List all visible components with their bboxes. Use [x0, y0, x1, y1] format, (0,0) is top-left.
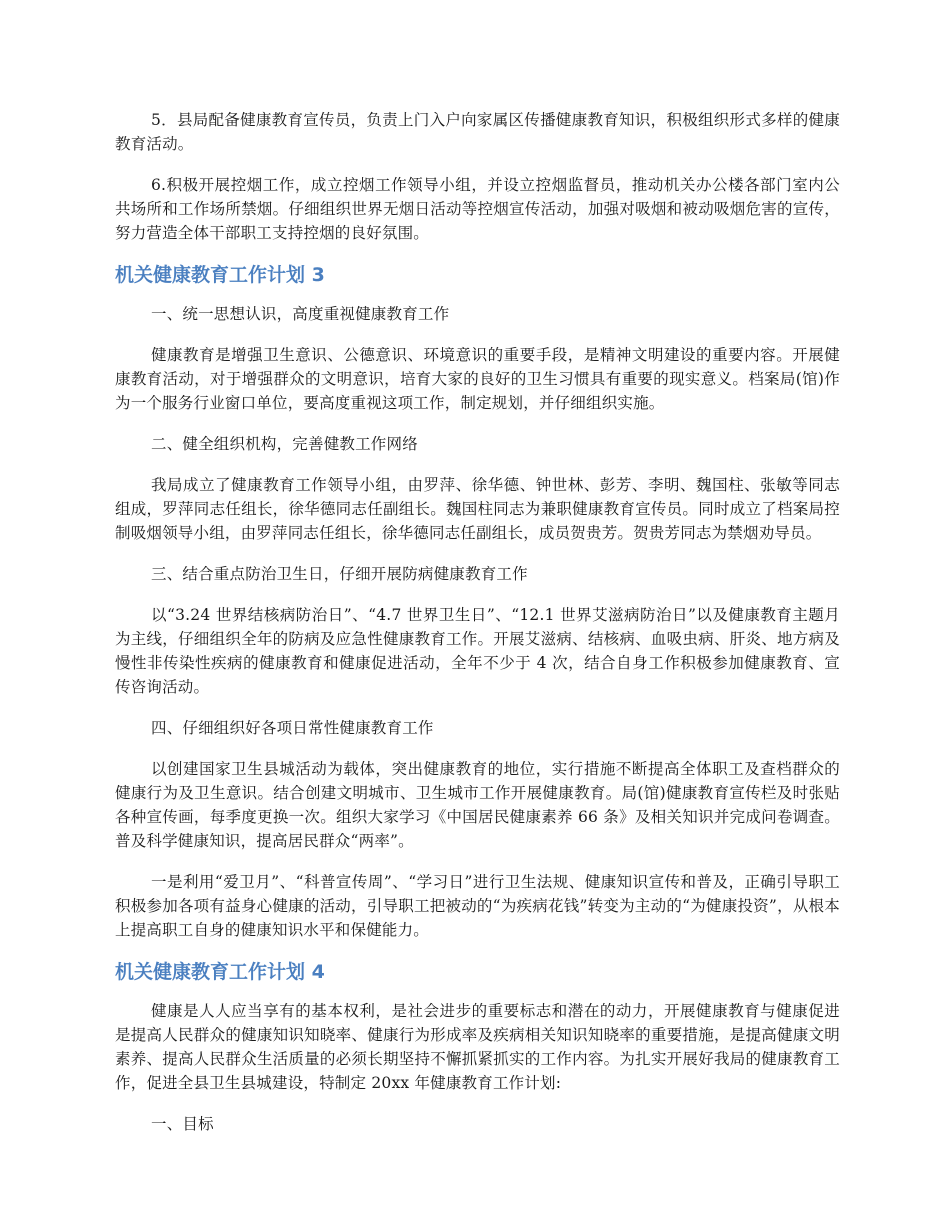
paragraph: 健康是人人应当享有的基本权利，是社会进步的重要标志和潜在的动力，开展健康教育与健康促进是提高人民群众的健康知识知晓率、健康行为形成率及疾病相关知识知晓率的重要措施，是提高健康文明素养、提高人民群众生活质量的必须长期坚持不懈抓紧抓实的工作内容。为扎实开展好我局的健康教育工作，促进全县卫生县城建设，特制定 20xx 年健康教育工作计划: — [115, 1002, 840, 1092]
paragraph: 健康教育是增强卫生意识、公德意识、环境意识的重要手段，是精神文明建设的重要内容。开展健康教育活动，对于增强群众的文明意识，培育大家的良好的卫生习惯具有重要的现实意义。档案局(馆)作为一个服务行业窗口单位，要高度重视这项工作，制定规划，并仔细组织实施。 — [115, 346, 840, 412]
subsection-title: 四、仔细组织好各项日常性健康教育工作 — [151, 719, 434, 737]
paragraph: 5．县局配备健康教育宣传员，负责上门入户向家属区传播健康教育知识，积极组织形式多样的健康教育活动。 — [115, 111, 840, 153]
paragraph: 6.积极开展控烟工作，成立控烟工作领导小组，并设立控烟监督员，推动机关办公楼各部门室内公共场所和工作场所禁烟。仔细组织世界无烟日活动等控烟宣传活动，加强对吸烟和被动吸烟危害的宣传，努力营造全体干部职工支持控烟的良好氛围。 — [115, 176, 840, 242]
section-heading: 机关健康教育工作计划 4 — [115, 961, 325, 983]
section-heading: 机关健康教育工作计划 3 — [115, 264, 325, 286]
subsection-title: 三、结合重点防治卫生日，仔细开展防病健康教育工作 — [151, 565, 528, 583]
subsection-title: 一、统一思想认识，高度重视健康教育工作 — [151, 305, 450, 323]
subsection-title: 二、健全组织机构，完善健教工作网络 — [151, 435, 418, 453]
paragraph: 我局成立了健康教育工作领导小组，由罗萍、徐华德、钟世林、彭芳、李明、魏国柱、张敏等同志组成，罗萍同志任组长，徐华德同志任副组长。魏国柱同志为兼职健康教育宣传员。同时成立了档案局控制吸烟领导小组，由罗萍同志任组长，徐华德同志任副组长，成员贺贵芳。贺贵芳同志为禁烟劝导员。 — [115, 476, 840, 542]
paragraph: 以创建国家卫生县城活动为载体，突出健康教育的地位，实行措施不断提高全体职工及查档群众的健康行为及卫生意识。结合创建文明城市、卫生城市工作开展健康教育。局(馆)健康教育宣传栏及时张贴各种宣传画，每季度更换一次。组织大家学习《中国居民健康素养 66 条》及相关知识并完成问卷调查。普及科学健康知识，提高居民群众“两率”。 — [115, 760, 840, 850]
document-body — [115, 108, 840, 1153]
subsection-title: 一、目标 — [151, 1115, 214, 1133]
paragraph: 以“3.24 世界结核病防治日”、“4.7 世界卫生日”、“12.1 世界艾滋病防治日”以及健康教育主题月为主线，仔细组织全年的防病及应急性健康教育工作。开展艾滋病、结核病、血吸虫病、肝炎、地方病及慢性非传染性疾病的健康教育和健康促进活动，全年不少于 4 次，结合自身工作积极参加健康教育、宣传咨询活动。 — [115, 606, 840, 696]
paragraph: 一是利用“爱卫月”、“科普宣传周”、“学习日”进行卫生法规、健康知识宣传和普及，正确引导职工积极参加各项有益身心健康的活动，引导职工把被动的“为疾病花钱”转变为主动的“为健康投资”，从根本上提高职工自身的健康知识水平和保健能力。 — [115, 873, 840, 939]
